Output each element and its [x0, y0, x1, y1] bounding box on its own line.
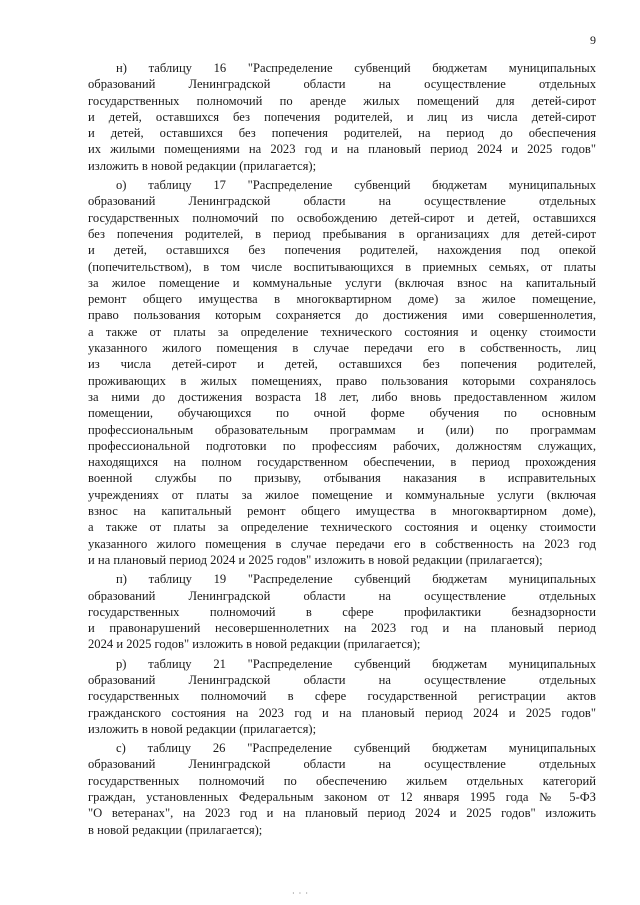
- text-line: за жилое помещение и коммунальные услуги (включая взнос на капитальный: [88, 275, 596, 290]
- text-line: государственных полномочий по освобождению детей-сирот и детей, оставшихся: [88, 210, 596, 225]
- text-line: 2024 и 2025 годов" изложить в новой редакции (прилагается);: [88, 637, 421, 652]
- text-line: за ними до достижения возраста 18 лет, либо вновь предоставленном жилом: [88, 389, 596, 404]
- text-line: и детей, оставшихся без попечения родителей, нахождения под опекой: [88, 243, 596, 258]
- footer-mark: · · ·: [292, 889, 309, 898]
- text-line: государственных полномочий в сфере профилактики безнадзорности: [88, 604, 596, 619]
- text-line: (попечительством), в том числе воспитывающихся в приемных семьях, от платы: [88, 259, 596, 274]
- paragraph: [88, 571, 596, 652]
- text-line: профессиональным образовательным программам и (или) по программам: [88, 422, 596, 437]
- text-line: с) таблицу 26 "Распределение субвенций бюджетам муниципальных: [116, 741, 596, 756]
- text-line: государственных полномочий по аренде жилых помещений для детей-сирот: [88, 93, 596, 108]
- paragraph: [88, 656, 596, 737]
- text-line: образований Ленинградской области на осуществление отдельных: [88, 757, 596, 772]
- text-line: образований Ленинградской области на осуществление отдельных: [88, 672, 596, 687]
- document-body: [88, 60, 596, 841]
- text-line: и детей, оставшихся без попечения родителей, на период до обеспечения: [88, 126, 596, 141]
- text-line: а также от платы за определение технического состояния и оценку стоимости: [88, 520, 596, 535]
- text-line: проживающих в жилых помещениях, право пользования которыми сохранялось: [88, 373, 596, 388]
- text-line: без попечения родителей, в период пребывания в организациях для детей-сирот: [88, 226, 596, 241]
- text-line: указанного жилого помещения в случае передачи его в собственность на 2023 год: [88, 536, 596, 551]
- text-line: гражданского состояния на 2023 год и на плановый период 2024 и 2025 годов": [88, 705, 596, 720]
- text-line: ремонт общего имущества в многоквартирном доме) за жилое помещение,: [88, 292, 596, 307]
- text-line: н) таблицу 16 "Распределение субвенций бюджетам муниципальных: [116, 61, 596, 75]
- text-line: помещении, обучающихся по очной форме обучения по основным: [88, 406, 596, 421]
- text-line: изложить в новой редакции (прилагается);: [88, 158, 317, 173]
- text-line: в новой редакции (прилагается);: [88, 822, 263, 837]
- text-line: п) таблицу 19 "Распределение субвенций бюджетам муниципальных: [116, 572, 596, 587]
- paragraph: [88, 60, 596, 174]
- text-line: образований Ленинградской области на осуществление отдельных: [88, 194, 596, 209]
- paragraph: [88, 177, 596, 568]
- text-line: изложить в новой редакции (прилагается);: [88, 721, 317, 736]
- text-line: и детей, оставшихся без попечения родителей, и лиц из числа детей-сирот: [88, 109, 596, 124]
- text-line: профессиональной подготовки по профессиям рабочих, должностям служащих,: [88, 438, 596, 453]
- text-line: а также от платы за определение технического состояния и оценку стоимости: [88, 324, 596, 339]
- text-line: взнос на капитальный ремонт общего имущества в многоквартирном доме),: [88, 504, 596, 519]
- text-line: из числа детей-сирот и детей, оставшихся без попечения родителей,: [88, 357, 596, 372]
- text-line: указанного жилого помещения в случае передачи его в собственность, лиц: [88, 341, 596, 356]
- text-line: находящихся на полном государственном обеспечении, в период прохождения: [88, 455, 596, 470]
- text-line: образований Ленинградской области на осуществление отдельных: [88, 77, 596, 92]
- text-line: и правонарушений несовершеннолетних на 2023 год и на плановый период: [88, 621, 596, 636]
- text-line: право пользования которым сохраняется до достижения ими совершеннолетия,: [88, 308, 596, 323]
- text-line: граждан, установленных Федеральным законом от 12 января 1995 года № 5-ФЗ: [88, 790, 596, 805]
- text-line: о) таблицу 17 "Распределение субвенций бюджетам муниципальных: [116, 178, 596, 193]
- text-line: р) таблицу 21 "Распределение субвенций бюджетам муниципальных: [116, 656, 596, 671]
- text-line: "О ветеранах", на 2023 год и на плановый период 2024 и 2025 годов" изложить: [88, 806, 596, 821]
- text-line: военной службы по призыву, отбывания наказания в исправительных: [88, 471, 596, 486]
- text-line: государственных полномочий по обеспечению жильем отдельных категорий: [88, 773, 596, 788]
- text-line: образований Ленинградской области на осуществление отдельных: [88, 588, 596, 603]
- text-line: государственных полномочий в сфере государственной регистрации актов: [88, 689, 596, 704]
- text-line: учреждениях от платы за жилое помещение и коммунальные услуги (включая: [88, 487, 596, 502]
- text-line: и на плановый период 2024 и 2025 годов" изложить в новой редакции (прилагается);: [88, 552, 543, 567]
- page-number: 9: [590, 33, 596, 47]
- text-line: их жилыми помещениями на 2023 год и на плановый период 2024 и 2025 годов": [88, 142, 596, 157]
- paragraph: [88, 740, 596, 838]
